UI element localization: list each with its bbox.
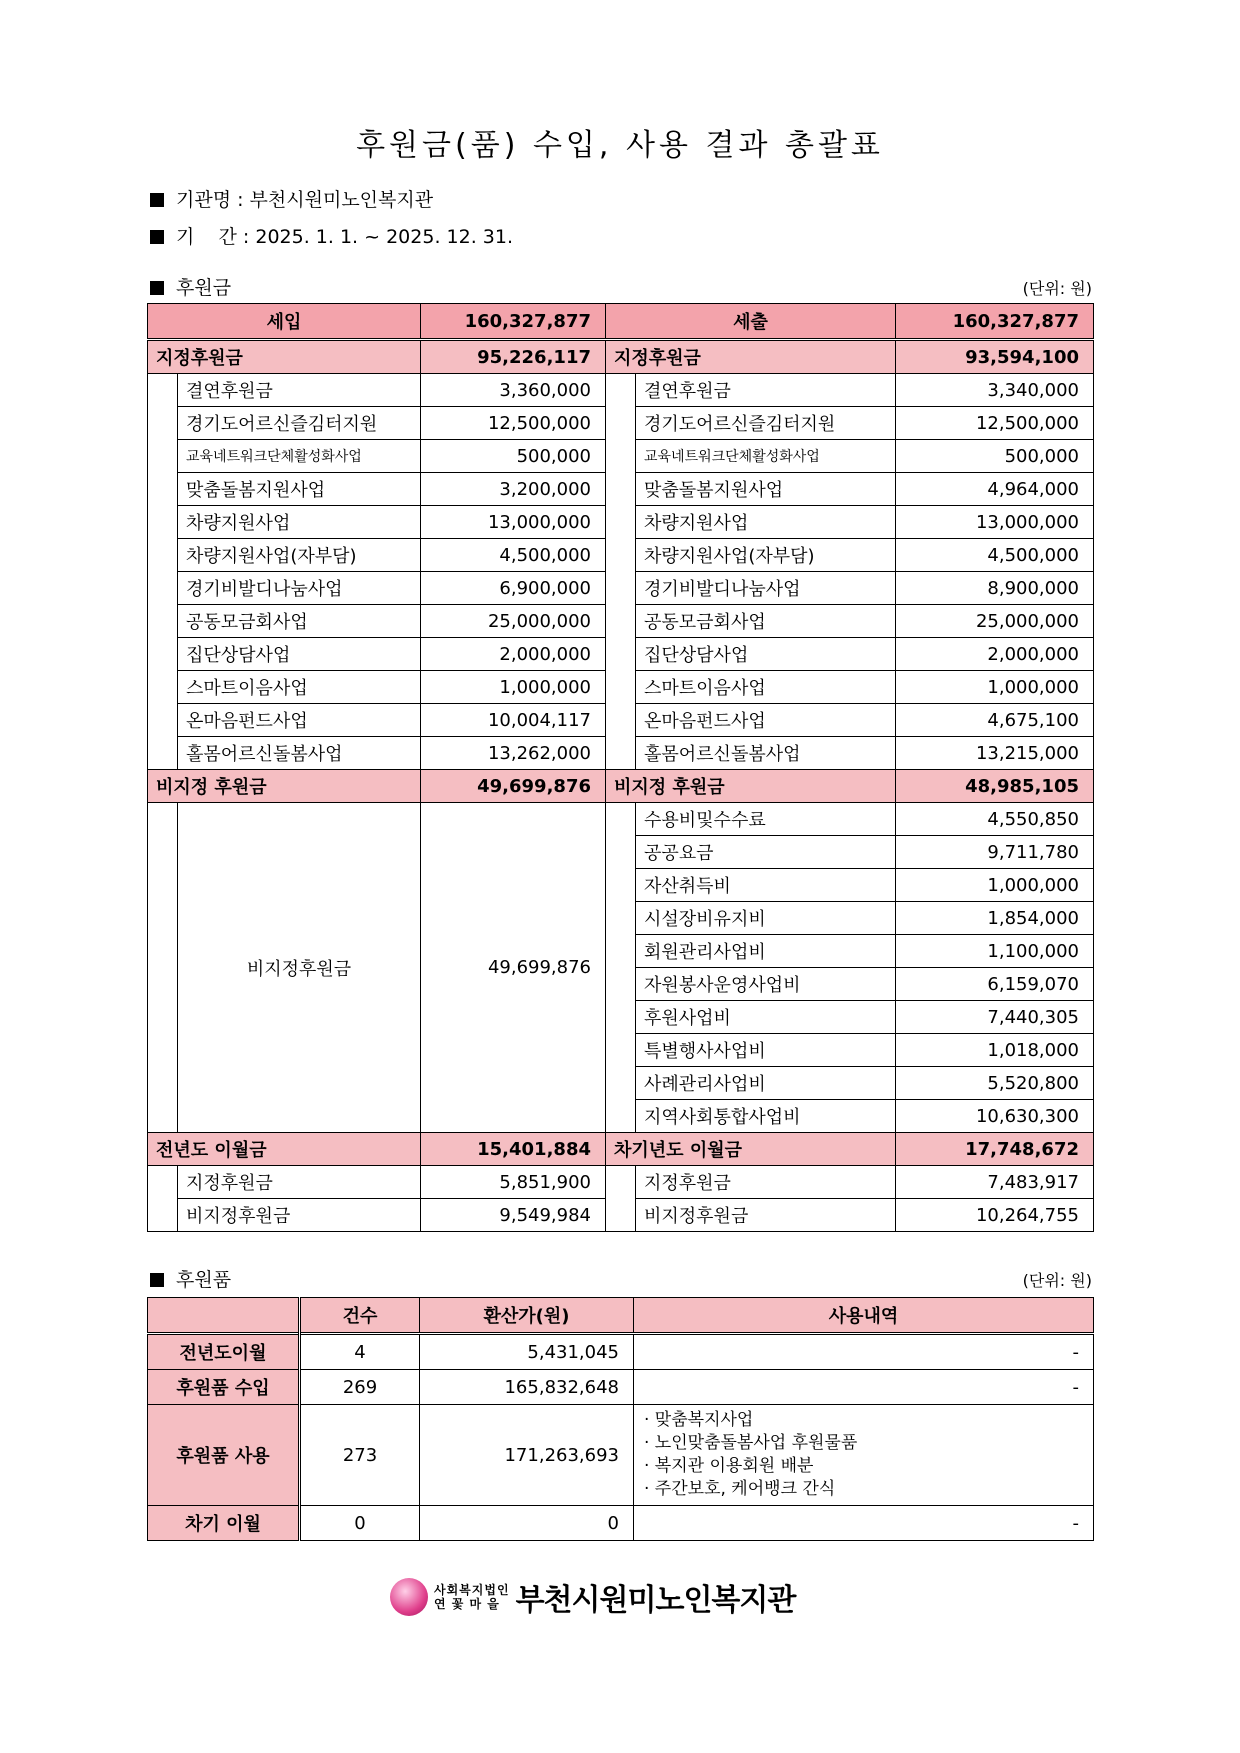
income-item-label: 교육네트워크단체활성화사업: [178, 440, 421, 473]
logo-line2: 연 꽃 마 을: [434, 1597, 500, 1611]
square-bullet-icon: [150, 193, 164, 207]
carry-in-item-label: 비지정후원금: [178, 1199, 421, 1232]
expense-item-label: 교육네트워크단체활성화사업: [636, 440, 896, 473]
value-cell: 5,431,045: [420, 1334, 634, 1370]
page-title: 후원금(품) 수입, 사용 결과 총괄표: [356, 128, 884, 163]
expense-item-label: 스마트이음사업: [636, 671, 896, 704]
row-header: 차기 이월: [148, 1506, 300, 1541]
carry-in-value: 15,401,884: [421, 1133, 606, 1166]
logo-name: 부천시원미노인복지관: [515, 1583, 796, 1618]
expense-item-label: 공공요금: [636, 836, 896, 869]
expense-item-value: 1,018,000: [896, 1034, 1094, 1067]
expense-item-label: 사례관리사업비: [636, 1067, 896, 1100]
column-header: [148, 1298, 300, 1334]
value-cell: 171,263,693: [420, 1405, 634, 1506]
donations-section-title: [150, 273, 231, 300]
expense-item-label: 후원사업비: [636, 1001, 896, 1034]
expense-item-value: 6,159,070: [896, 968, 1094, 1001]
expense-item-value: 10,630,300: [896, 1100, 1094, 1133]
indent-cell: [148, 374, 178, 770]
income-item-value: 2,000,000: [421, 638, 606, 671]
expense-item-value: 1,000,000: [896, 671, 1094, 704]
column-header: 건수: [300, 1298, 420, 1334]
usage-cell: -: [634, 1370, 1094, 1405]
expense-item-value: 8,900,000: [896, 572, 1094, 605]
income-item-value: 10,004,117: [421, 704, 606, 737]
goods-header-row: [148, 1298, 1094, 1334]
goods-unit: (단위: 원): [1022, 1271, 1092, 1290]
goods-row: [148, 1405, 1094, 1506]
income-item-label: 결연후원금: [178, 374, 421, 407]
usage-item: · 주간보호, 케어뱅크 간식: [644, 1479, 836, 1499]
expense-item-value: 2,000,000: [896, 638, 1094, 671]
expense-item-value: 1,100,000: [896, 935, 1094, 968]
expense-item-value: 13,215,000: [896, 737, 1094, 770]
nondesignated-in-label: 비지정후원금: [178, 803, 421, 1133]
count-cell: 4: [300, 1334, 420, 1370]
usage-cell: [634, 1405, 1094, 1506]
carryover-row: [148, 1133, 1094, 1166]
expense-item-value: 4,675,100: [896, 704, 1094, 737]
period-info: 기 간 : 2025. 1. 1. ~ 2025. 12. 31.: [150, 222, 513, 249]
carry-out-item-label: 비지정후원금: [636, 1199, 896, 1232]
expense-header: 세출: [606, 304, 896, 340]
expense-item-label: 차량지원사업: [636, 506, 896, 539]
expense-item-label: 경기도어르신즐김터지원: [636, 407, 896, 440]
carry-in-item-value: 5,851,900: [421, 1166, 606, 1199]
income-item-value: 13,000,000: [421, 506, 606, 539]
designated-item-row: [148, 374, 1094, 407]
carry-out-item-label: 지정후원금: [636, 1166, 896, 1199]
income-item-value: 4,500,000: [421, 539, 606, 572]
row-header: 후원품 사용: [148, 1405, 300, 1506]
row-header: 후원품 수입: [148, 1370, 300, 1405]
indent-cell: [606, 1166, 636, 1232]
expense-item-label: 공동모금회사업: [636, 605, 896, 638]
carry-item-row: [148, 1166, 1094, 1199]
nondesignated-row: [148, 770, 1094, 803]
expense-item-value: 25,000,000: [896, 605, 1094, 638]
expense-item-label: 결연후원금: [636, 374, 896, 407]
carry-out-item-value: 7,483,917: [896, 1166, 1094, 1199]
nondesignated-income-value: 49,699,876: [421, 770, 606, 803]
square-bullet-icon: [150, 1273, 164, 1287]
expense-item-value: 4,500,000: [896, 539, 1094, 572]
goods-table: [147, 1297, 1094, 1541]
income-item-value: 1,000,000: [421, 671, 606, 704]
income-item-label: 경기비발디나눔사업: [178, 572, 421, 605]
income-item-value: 3,200,000: [421, 473, 606, 506]
nondesignated-income-label: 비지정 후원금: [148, 770, 421, 803]
square-bullet-icon: [150, 230, 164, 244]
expense-item-value: 1,854,000: [896, 902, 1094, 935]
value-cell: 165,832,648: [420, 1370, 634, 1405]
expense-item-label: 시설장비유지비: [636, 902, 896, 935]
expense-item-label: 특별행사사업비: [636, 1034, 896, 1067]
expense-item-label: 경기비발디나눔사업: [636, 572, 896, 605]
expense-item-label: 자원봉사운영사업비: [636, 968, 896, 1001]
goods-row: [148, 1506, 1094, 1541]
nondesignated-item-row: [148, 803, 1094, 836]
carry-in-item-label: 지정후원금: [178, 1166, 421, 1199]
goods-row: [148, 1334, 1094, 1370]
header-row: [148, 304, 1094, 340]
org-value: 부천시원미노인복지관: [249, 189, 434, 211]
value-cell: 0: [420, 1506, 634, 1541]
period-label: 기 간: [176, 226, 237, 248]
income-header: 세입: [148, 304, 421, 340]
carry-out-value: 17,748,672: [896, 1133, 1094, 1166]
income-item-label: 맞춤돌봄지원사업: [178, 473, 421, 506]
expense-item-label: 수용비및수수료: [636, 803, 896, 836]
expense-total: 160,327,877: [896, 304, 1094, 340]
org-info: 기관명 : 부천시원미노인복지관: [150, 185, 433, 212]
expense-item-label: 회원관리사업비: [636, 935, 896, 968]
nondesignated-expense-label: 비지정 후원금: [606, 770, 896, 803]
nondesignated-in-value: 49,699,876: [421, 803, 606, 1133]
usage-item: · 복지관 이용회원 배분: [644, 1456, 814, 1476]
square-bullet-icon: [150, 281, 164, 295]
designated-income-value: 95,226,117: [421, 340, 606, 374]
usage-cell: -: [634, 1334, 1094, 1370]
expense-item-value: 13,000,000: [896, 506, 1094, 539]
income-item-label: 차량지원사업: [178, 506, 421, 539]
expense-item-label: 홀몸어르신돌봄사업: [636, 737, 896, 770]
indent-cell: [148, 803, 178, 1133]
lotus-logo-icon: [390, 1578, 428, 1616]
period-value: 2025. 1. 1. ~ 2025. 12. 31.: [255, 226, 513, 248]
income-item-label: 홀몸어르신돌봄사업: [178, 737, 421, 770]
goods-section-title: [150, 1265, 231, 1292]
donations-table: [147, 303, 1094, 1232]
income-item-label: 집단상담사업: [178, 638, 421, 671]
expense-item-value: 3,340,000: [896, 374, 1094, 407]
indent-cell: [606, 803, 636, 1133]
expense-item-label: 지역사회통합사업비: [636, 1100, 896, 1133]
expense-item-value: 12,500,000: [896, 407, 1094, 440]
indent-cell: [606, 374, 636, 770]
carry-in-item-value: 9,549,984: [421, 1199, 606, 1232]
designated-row: [148, 340, 1094, 374]
column-header: 환산가(원): [420, 1298, 634, 1334]
goods-row: [148, 1370, 1094, 1405]
donations-unit: (단위: 원): [1022, 279, 1092, 298]
org-label: 기관명: [176, 189, 232, 211]
expense-item-label: 자산취득비: [636, 869, 896, 902]
row-header: 전년도이월: [148, 1334, 300, 1370]
expense-item-value: 5,520,800: [896, 1067, 1094, 1100]
income-total: 160,327,877: [421, 304, 606, 340]
expense-item-value: 500,000: [896, 440, 1094, 473]
carry-out-item-value: 10,264,755: [896, 1199, 1094, 1232]
usage-cell: -: [634, 1506, 1094, 1541]
income-item-value: 500,000: [421, 440, 606, 473]
income-item-value: 6,900,000: [421, 572, 606, 605]
expense-item-value: 7,440,305: [896, 1001, 1094, 1034]
expense-item-value: 4,964,000: [896, 473, 1094, 506]
income-item-label: 차량지원사업(자부담): [178, 539, 421, 572]
expense-item-label: 차량지원사업(자부담): [636, 539, 896, 572]
footer-logo: [390, 1575, 795, 1619]
expense-item-label: 집단상담사업: [636, 638, 896, 671]
nondesignated-expense-value: 48,985,105: [896, 770, 1094, 803]
carry-in-label: 전년도 이월금: [148, 1133, 421, 1166]
expense-item-value: 9,711,780: [896, 836, 1094, 869]
income-item-label: 스마트이음사업: [178, 671, 421, 704]
expense-item-label: 맞춤돌봄지원사업: [636, 473, 896, 506]
logo-line1: 사회복지법인: [434, 1583, 510, 1597]
expense-item-value: 4,550,850: [896, 803, 1094, 836]
count-cell: 0: [300, 1506, 420, 1541]
income-item-value: 3,360,000: [421, 374, 606, 407]
usage-item: · 노인맞춤돌봄사업 후원물품: [644, 1433, 858, 1453]
donations-title-text: 후원금: [176, 277, 232, 299]
expense-item-label: 온마음펀드사업: [636, 704, 896, 737]
expense-item-value: 1,000,000: [896, 869, 1094, 902]
income-item-label: 공동모금회사업: [178, 605, 421, 638]
income-item-value: 13,262,000: [421, 737, 606, 770]
income-item-label: 경기도어르신즐김터지원: [178, 407, 421, 440]
carry-out-label: 차기년도 이월금: [606, 1133, 896, 1166]
income-item-value: 25,000,000: [421, 605, 606, 638]
indent-cell: [148, 1166, 178, 1232]
designated-income-label: 지정후원금: [148, 340, 421, 374]
income-item-label: 온마음펀드사업: [178, 704, 421, 737]
designated-expense-value: 93,594,100: [896, 340, 1094, 374]
column-header: 사용내역: [634, 1298, 1094, 1334]
designated-expense-label: 지정후원금: [606, 340, 896, 374]
goods-title-text: 후원품: [176, 1269, 232, 1291]
count-cell: 273: [300, 1405, 420, 1506]
logo-foundation: [434, 1583, 510, 1611]
usage-item: · 맞춤복지사업: [644, 1410, 754, 1430]
count-cell: 269: [300, 1370, 420, 1405]
income-item-value: 12,500,000: [421, 407, 606, 440]
